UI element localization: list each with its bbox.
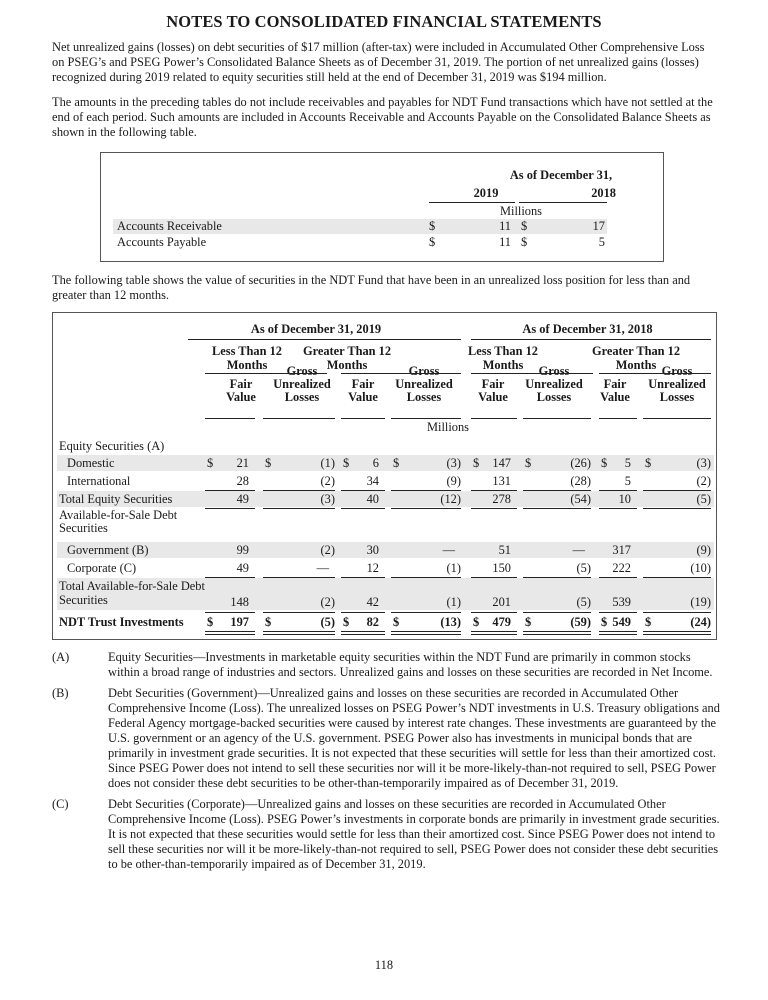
table-cell: 42 — [366, 595, 379, 609]
table-cell: 317 — [612, 543, 631, 557]
period-2019: As of December 31, 2019 — [250, 322, 382, 336]
table-cell: — — [316, 561, 329, 575]
subtotal-rule — [205, 612, 255, 613]
table-cell: 49 — [236, 561, 249, 575]
table-cell: 6 — [372, 456, 379, 470]
dollar-sign: $ — [473, 615, 480, 629]
underline-2018 — [519, 202, 607, 203]
paragraph-unrealized-loss-intro: The following table shows the value of securities in the NDT Fund that have been in an unrealized loss position for less than and greater than 12 months. — [52, 273, 691, 302]
dollar-sign: $ — [645, 456, 652, 470]
table-cell: 148 — [230, 595, 249, 609]
table-cell: 222 — [612, 561, 631, 575]
table-cell: 10 — [618, 492, 631, 506]
footnotes — [52, 650, 722, 878]
dollar-sign: $ — [343, 615, 350, 629]
column-underline — [643, 418, 711, 419]
dollar-sign: $ — [393, 456, 400, 470]
section-equity-securities: Equity Securities (A) — [59, 439, 165, 453]
table1-units: Millions — [500, 204, 542, 218]
table-cell: (5) — [576, 595, 591, 609]
col-gross-losses-4: Gross Unrealized Losses — [648, 364, 706, 404]
footnote-label: (B) — [52, 686, 69, 700]
dollar-sign: $ — [393, 615, 400, 629]
footnote-b — [52, 686, 722, 791]
row-label-accounts-receivable: Accounts Receivable — [117, 219, 222, 233]
table-cell: (1) — [446, 561, 461, 575]
table-cell: (3) — [696, 456, 711, 470]
table-cell: 201 — [492, 595, 511, 609]
dollar-sign: $ — [429, 235, 436, 249]
dollar-sign: $ — [265, 456, 272, 470]
table-cell: (5) — [320, 615, 335, 629]
column-underline — [263, 418, 335, 419]
dollar-sign: $ — [645, 615, 652, 629]
table-cell: 147 — [492, 456, 511, 470]
subtotal-rule — [471, 508, 517, 509]
table1-year-2018: 2018 — [591, 186, 616, 200]
dollar-sign: $ — [521, 219, 528, 233]
table-cell: (12) — [440, 492, 461, 506]
col-gross-losses-2: Gross Unrealized Losses — [395, 364, 453, 404]
group-underline — [471, 373, 593, 374]
total-double-rule — [471, 631, 517, 635]
value-receivable-2019: 11 — [499, 219, 511, 233]
table-cell: — — [572, 543, 585, 557]
table-cell: 12 — [366, 561, 379, 575]
table-cell: 278 — [492, 492, 511, 506]
table-cell: 197 — [230, 615, 249, 629]
dollar-sign: $ — [207, 615, 214, 629]
table-cell: 82 — [366, 615, 379, 629]
group-underline — [341, 373, 461, 374]
group-gt12-2018: Greater Than 12 Months — [591, 344, 681, 372]
page-title: NOTES TO CONSOLIDATED FINANCIAL STATEMENTS — [166, 12, 602, 31]
subtotal-rule — [643, 612, 711, 613]
table-cell: (1) — [320, 456, 335, 470]
footnote-text: Equity Securities—Investments in marketable equity securities within the NDT Fund are primarily in common stocks within a broad range of industries and sectors. Unrealized gains and losses on these securities are recorded in Net Income. — [108, 650, 713, 679]
group-gt12-2019: Greater Than 12 Months — [302, 344, 392, 372]
table-cell: (59) — [570, 615, 591, 629]
table-cell: 131 — [492, 474, 511, 488]
row-label: NDT Trust Investments — [59, 615, 184, 629]
table-cell: — — [442, 543, 455, 557]
column-underline — [205, 418, 255, 419]
subtotal-rule — [391, 508, 461, 509]
subtotal-rule — [599, 612, 637, 613]
total-double-rule — [263, 631, 335, 635]
total-double-rule — [523, 631, 591, 635]
table-cell: 99 — [236, 543, 249, 557]
table-cell: (10) — [690, 561, 711, 575]
group-underline — [205, 373, 327, 374]
col-fair-value-4: Fair Value — [600, 377, 630, 404]
unrealized-loss-table — [52, 312, 717, 640]
table-cell: 34 — [366, 474, 379, 488]
subtotal-rule — [341, 508, 385, 509]
table-cell: (5) — [696, 492, 711, 506]
table-cell: 479 — [492, 615, 511, 629]
table-cell: (13) — [440, 615, 461, 629]
subtotal-rule — [471, 612, 517, 613]
section-afs-debt: Available-for-Sale Debt Securities — [59, 508, 178, 535]
table-cell: (1) — [446, 595, 461, 609]
table2-units: Millions — [427, 420, 469, 434]
table-cell: 5 — [624, 456, 631, 470]
table-cell: (2) — [320, 474, 335, 488]
footnote-a — [52, 650, 722, 680]
dollar-sign: $ — [207, 456, 214, 470]
row-label: Total Equity Securities — [59, 492, 173, 506]
row-label: Corporate (C) — [67, 561, 137, 575]
dollar-sign: $ — [525, 615, 532, 629]
period-2018: As of December 31, 2018 — [522, 322, 653, 336]
dollar-sign: $ — [525, 456, 532, 470]
col-gross-losses-3: Gross Unrealized Losses — [525, 364, 583, 404]
col-fair-value-1: Fair Value — [226, 377, 256, 404]
table1-year-2019: 2019 — [473, 186, 499, 200]
total-double-rule — [391, 631, 461, 635]
value-payable-2019: 11 — [499, 235, 511, 249]
footnote-text: Debt Securities (Government)—Unrealized gains and losses on these securities are recorded in Accumulated Other Comprehensive Income (Loss). The unrealized losses on PSEG Power’s NDT investments in U.S. Treasury obligations and Federal Agency mortgage-backed securities were caused by interest rate changes. These investments are guaranteed by the U.S. government or an agency of the U.S. government. PSEG Power also has investments in municipal bonds that are primarily in investment grade securities. It is not expected that these securities will settle for less than their amortized cost. Since PSEG Power does not intend to sell these securities nor will it be more-likely-than-not required to sell, PSEG Power does not consider these debt securities to be other-than-temporarily impaired as of December 31, 2019. — [108, 686, 720, 790]
underline-2019 — [429, 202, 515, 203]
table-cell: (2) — [320, 543, 335, 557]
subtotal-rule — [523, 612, 591, 613]
subtotal-rule — [205, 508, 255, 509]
column-underline — [523, 418, 591, 419]
total-double-rule — [643, 631, 711, 635]
value-payable-2018: 5 — [598, 235, 605, 249]
subtotal-rule — [391, 612, 461, 613]
group-lt12-2019: Less Than 12 Months — [211, 344, 282, 372]
dollar-sign: $ — [343, 456, 350, 470]
column-underline — [471, 418, 517, 419]
subtotal-rule — [263, 508, 335, 509]
footnote-label: (C) — [52, 797, 69, 811]
footnote-label: (A) — [52, 650, 70, 664]
row-label-accounts-payable: Accounts Payable — [117, 235, 207, 249]
subtotal-rule — [523, 508, 591, 509]
footnote-c — [52, 797, 722, 872]
row-label: Total Available-for-Sale Debt Securities — [59, 579, 205, 607]
row-label: International — [67, 474, 131, 488]
col-gross-losses-1: Gross Unrealized Losses — [273, 364, 331, 404]
table1-header: As of December 31, — [509, 168, 613, 182]
subtotal-rule — [263, 612, 335, 613]
table-cell: (9) — [696, 543, 711, 557]
receivables-payables-table — [100, 152, 664, 262]
dollar-sign: $ — [601, 615, 608, 629]
table-cell: (26) — [570, 456, 591, 470]
column-underline — [341, 418, 385, 419]
table-cell: 539 — [612, 595, 631, 609]
table-cell: 21 — [236, 456, 249, 470]
paragraph-ndt-transactions: The amounts in the preceding tables do not include receivables and payables for NDT Fund transactions which have not settled at the end of each period. Such amounts are included in Accounts Receivable and Accounts Payable on the Consolidated Balance Sheets as shown in the following table. — [52, 95, 713, 139]
table-cell: (24) — [690, 615, 711, 629]
table-cell: 5 — [624, 474, 631, 488]
dollar-sign: $ — [601, 456, 608, 470]
dollar-sign: $ — [473, 456, 480, 470]
table-cell: 30 — [366, 543, 379, 557]
table-cell: (28) — [570, 474, 591, 488]
table-cell: 150 — [492, 561, 511, 575]
table-cell: 28 — [236, 474, 249, 488]
table-cell: (5) — [576, 561, 591, 575]
table-cell: (9) — [446, 474, 461, 488]
group-underline — [599, 373, 711, 374]
table-cell: (2) — [320, 595, 335, 609]
table-cell: (2) — [696, 474, 711, 488]
subtotal-rule — [643, 508, 711, 509]
dollar-sign: $ — [429, 219, 436, 233]
table-cell: 49 — [236, 492, 249, 506]
table-cell: (54) — [570, 492, 591, 506]
group-lt12-2018: Less Than 12 Months — [467, 344, 538, 372]
table-cell: 40 — [366, 492, 379, 506]
total-double-rule — [599, 631, 637, 635]
table-cell: 51 — [498, 543, 511, 557]
period-underline — [471, 339, 711, 340]
total-double-rule — [341, 631, 385, 635]
column-underline — [599, 418, 637, 419]
col-fair-value-2: Fair Value — [348, 377, 378, 404]
table-cell: 549 — [612, 615, 631, 629]
col-fair-value-3: Fair Value — [478, 377, 508, 404]
period-underline — [205, 339, 461, 340]
table-cell: (3) — [446, 456, 461, 470]
row-label: Government (B) — [67, 543, 149, 557]
footnote-text: Debt Securities (Corporate)—Unrealized gains and losses on these securities are recorded in Accumulated Other Comprehensive Income (Loss). PSEG Power’s investments in corporate bonds are primarily in investment grade securities. It is not expected that these securities would settle for less than their amortized cost. Since PSEG Power does not intend to sell these securities nor will it be more-likely-than-not required to sell, PSEG Power does not consider these debt securities to be other-than-temporarily impaired as of December 31, 2019. — [108, 797, 720, 871]
subtotal-rule — [341, 612, 385, 613]
table-cell: (19) — [690, 595, 711, 609]
dollar-sign: $ — [521, 235, 528, 249]
value-receivable-2018: 17 — [592, 219, 605, 233]
column-underline — [391, 418, 461, 419]
row-label: Domestic — [67, 456, 115, 470]
dollar-sign: $ — [265, 615, 272, 629]
total-double-rule — [205, 631, 255, 635]
table-cell: (3) — [320, 492, 335, 506]
subtotal-rule — [599, 508, 637, 509]
paragraph-unrealized-gains: Net unrealized gains (losses) on debt securities of $17 million (after-tax) were included in Accumulated Other Comprehensive Loss on PSEG’s and PSEG Power’s Consolidated Balance Sheets as of December 31, 2019. The portion of net unrealized gains (losses) recognized during 2019 related to equity securities still held at the end of December 31, 2019 was $194 million. — [52, 40, 705, 84]
page-number: 118 — [374, 958, 394, 972]
